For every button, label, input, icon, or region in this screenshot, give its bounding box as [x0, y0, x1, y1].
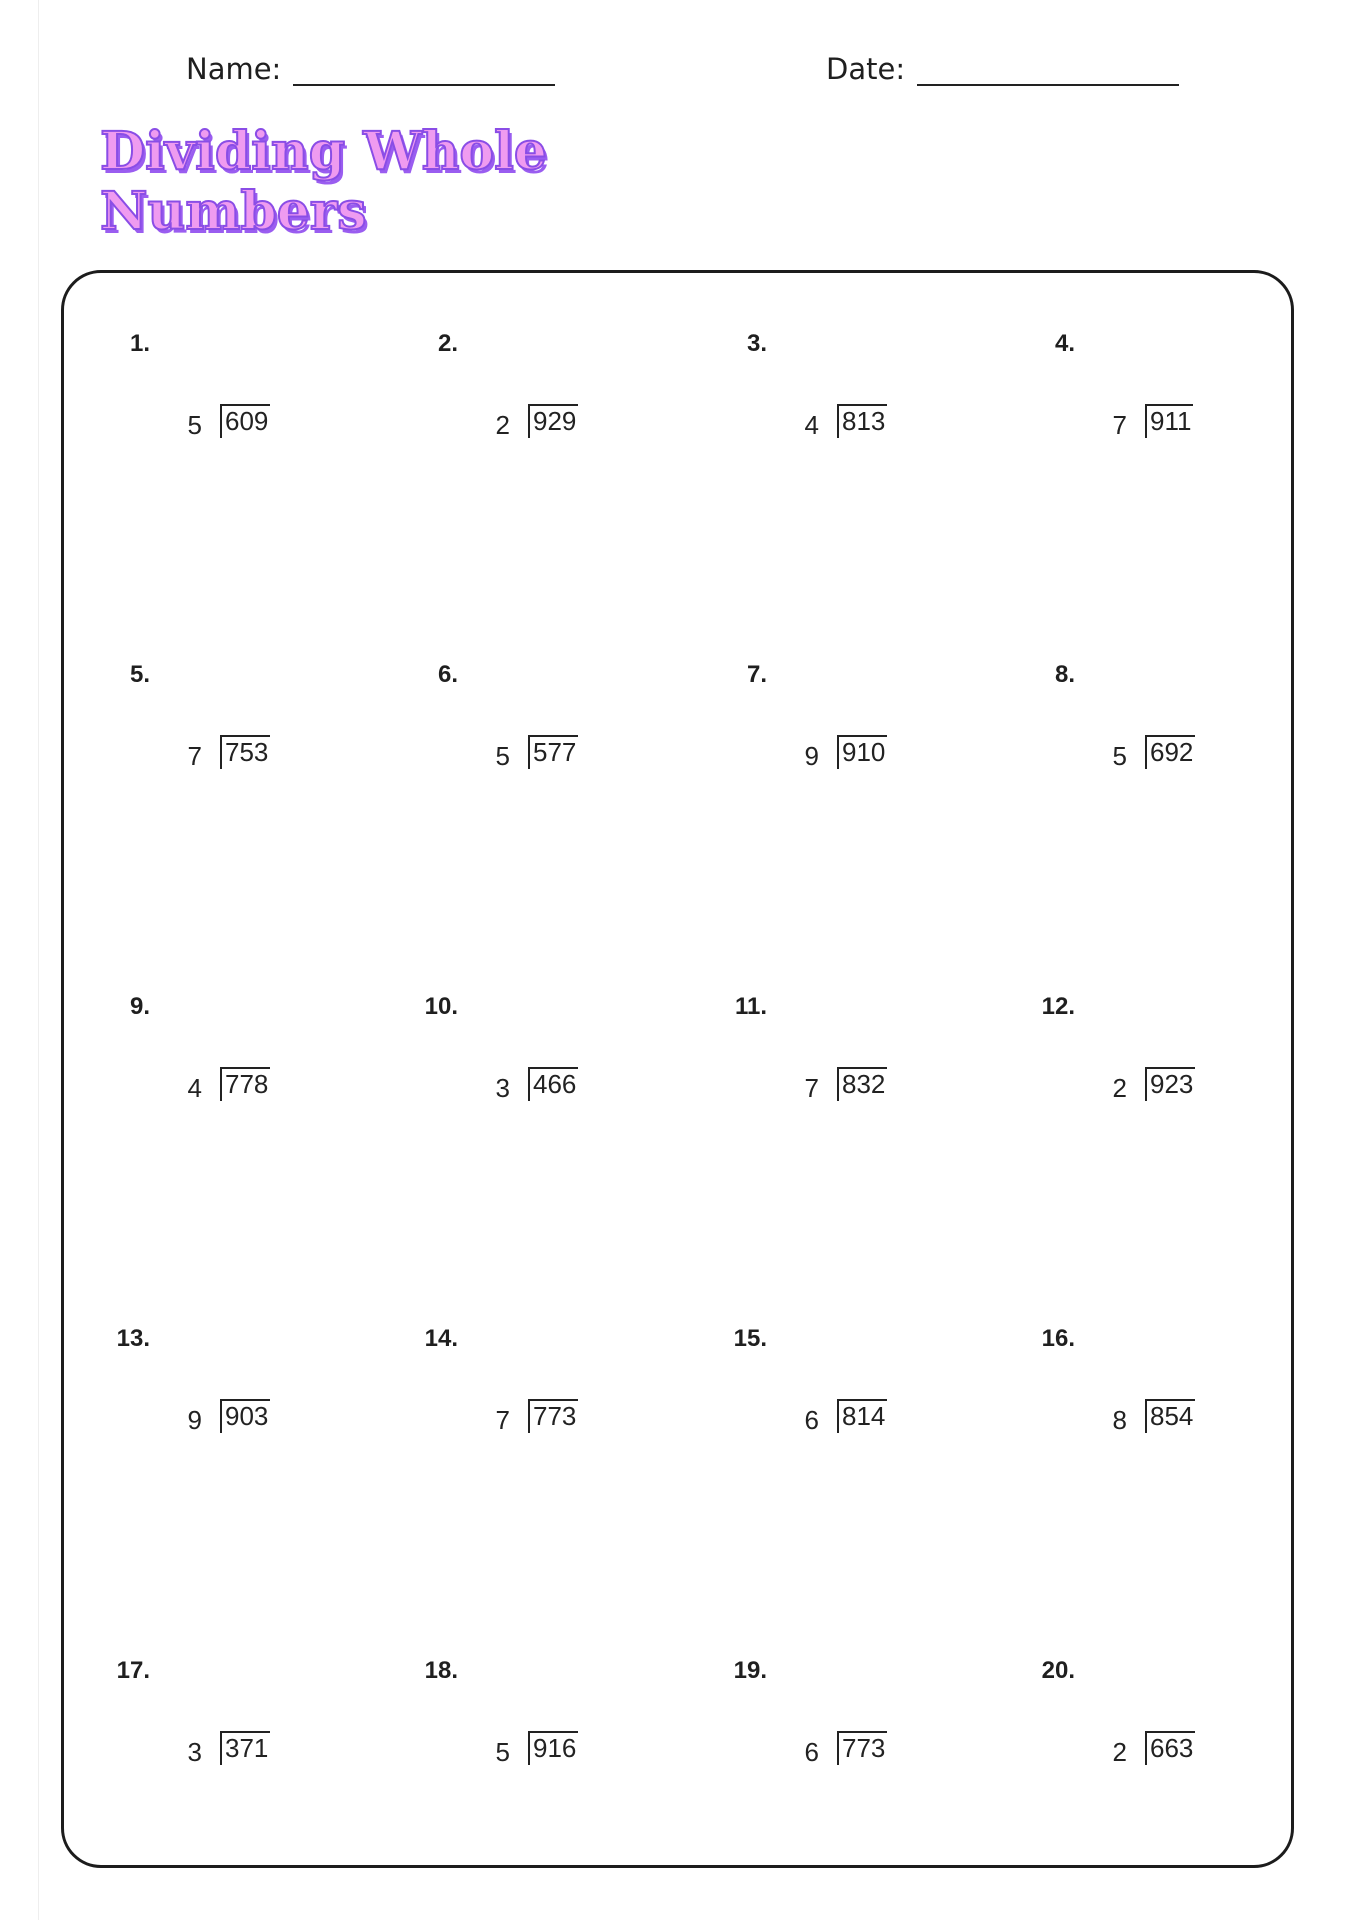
problem-number: 9. — [129, 993, 150, 1020]
problem-number: 5. — [129, 661, 150, 688]
problem-number: 14. — [424, 1325, 458, 1352]
problem-number: 20. — [1041, 1657, 1075, 1684]
problem-item — [408, 1325, 668, 1465]
problem-number: 7. — [746, 661, 767, 688]
divisor: 6 — [804, 1405, 819, 1435]
problem-number: 16. — [1041, 1325, 1075, 1352]
problem-number: 4. — [1054, 330, 1075, 357]
divisor: 4 — [804, 410, 819, 440]
dividend-with-division-bracket: 773 — [528, 1399, 578, 1433]
problem-item — [717, 661, 977, 801]
dividend-with-division-bracket: 903 — [220, 1399, 270, 1433]
dividend-with-division-bracket: 778 — [220, 1067, 270, 1101]
name-label: Name: — [186, 52, 282, 86]
problem-item — [717, 330, 977, 470]
problem-item — [100, 993, 360, 1133]
dividend-with-division-bracket: 923 — [1145, 1067, 1195, 1101]
dividend-with-division-bracket: 466 — [528, 1067, 578, 1101]
problem-item — [1025, 330, 1285, 470]
problem-number: 1. — [129, 330, 150, 357]
divisor: 2 — [1112, 1073, 1127, 1103]
divisor: 7 — [1112, 410, 1127, 440]
problem-number: 8. — [1054, 661, 1075, 688]
divisor: 5 — [187, 410, 202, 440]
problem-number: 2. — [437, 330, 458, 357]
date-field[interactable] — [826, 46, 1179, 86]
problem-item — [408, 661, 668, 801]
problem-item — [100, 1325, 360, 1465]
divisor: 2 — [1112, 1737, 1127, 1767]
dividend-with-division-bracket: 692 — [1145, 735, 1195, 769]
problem-number: 15. — [733, 1325, 767, 1352]
divisor: 5 — [1112, 741, 1127, 771]
name-field[interactable] — [186, 46, 555, 86]
problem-number: 10. — [424, 993, 458, 1020]
problem-item — [1025, 1657, 1285, 1797]
problem-item — [1025, 1325, 1285, 1465]
problem-item — [717, 993, 977, 1133]
dividend-with-division-bracket: 854 — [1145, 1399, 1195, 1433]
problem-number: 19. — [733, 1657, 767, 1684]
problem-number: 3. — [746, 330, 767, 357]
dividend-with-division-bracket: 609 — [220, 404, 270, 438]
worksheet-title — [100, 122, 620, 242]
divisor: 8 — [1112, 1405, 1127, 1435]
problem-item — [100, 330, 360, 470]
problem-item — [100, 661, 360, 801]
divisor: 7 — [187, 741, 202, 771]
page-margin-line — [38, 0, 39, 1920]
problem-item — [408, 1657, 668, 1797]
dividend-with-division-bracket: 911 — [1145, 404, 1193, 438]
problem-number: 13. — [116, 1325, 150, 1352]
divisor: 3 — [495, 1073, 510, 1103]
divisor: 9 — [187, 1405, 202, 1435]
problem-item — [408, 993, 668, 1133]
dividend-with-division-bracket: 832 — [837, 1067, 887, 1101]
divisor: 4 — [187, 1073, 202, 1103]
problem-item — [717, 1325, 977, 1465]
divisor: 7 — [495, 1405, 510, 1435]
problem-number: 6. — [437, 661, 458, 688]
divisor: 9 — [804, 741, 819, 771]
problem-number: 18. — [424, 1657, 458, 1684]
title-line-1: Dividing Whole — [100, 121, 547, 182]
dividend-with-division-bracket: 663 — [1145, 1731, 1195, 1765]
dividend-with-division-bracket: 813 — [837, 404, 887, 438]
name-blank[interactable] — [293, 54, 555, 86]
problem-number: 11. — [734, 993, 767, 1020]
problem-item — [100, 1657, 360, 1797]
title-line-2: Numbers — [100, 181, 367, 242]
date-label: Date: — [826, 52, 906, 86]
dividend-with-division-bracket: 916 — [528, 1731, 578, 1765]
divisor: 7 — [804, 1073, 819, 1103]
divisor: 6 — [804, 1737, 819, 1767]
dividend-with-division-bracket: 929 — [528, 404, 578, 438]
divisor: 5 — [495, 1737, 510, 1767]
dividend-with-division-bracket: 753 — [220, 735, 270, 769]
problem-item — [717, 1657, 977, 1797]
divisor: 5 — [495, 741, 510, 771]
problem-number: 17. — [116, 1657, 150, 1684]
dividend-with-division-bracket: 910 — [837, 735, 887, 769]
problem-item — [1025, 993, 1285, 1133]
problem-number: 12. — [1041, 993, 1075, 1020]
dividend-with-division-bracket: 577 — [528, 735, 578, 769]
dividend-with-division-bracket: 814 — [837, 1399, 887, 1433]
date-blank[interactable] — [917, 54, 1179, 86]
problem-item — [1025, 661, 1285, 801]
dividend-with-division-bracket: 371 — [220, 1731, 270, 1765]
divisor: 2 — [495, 410, 510, 440]
problem-item — [408, 330, 668, 470]
divisor: 3 — [187, 1737, 202, 1767]
dividend-with-division-bracket: 773 — [837, 1731, 887, 1765]
